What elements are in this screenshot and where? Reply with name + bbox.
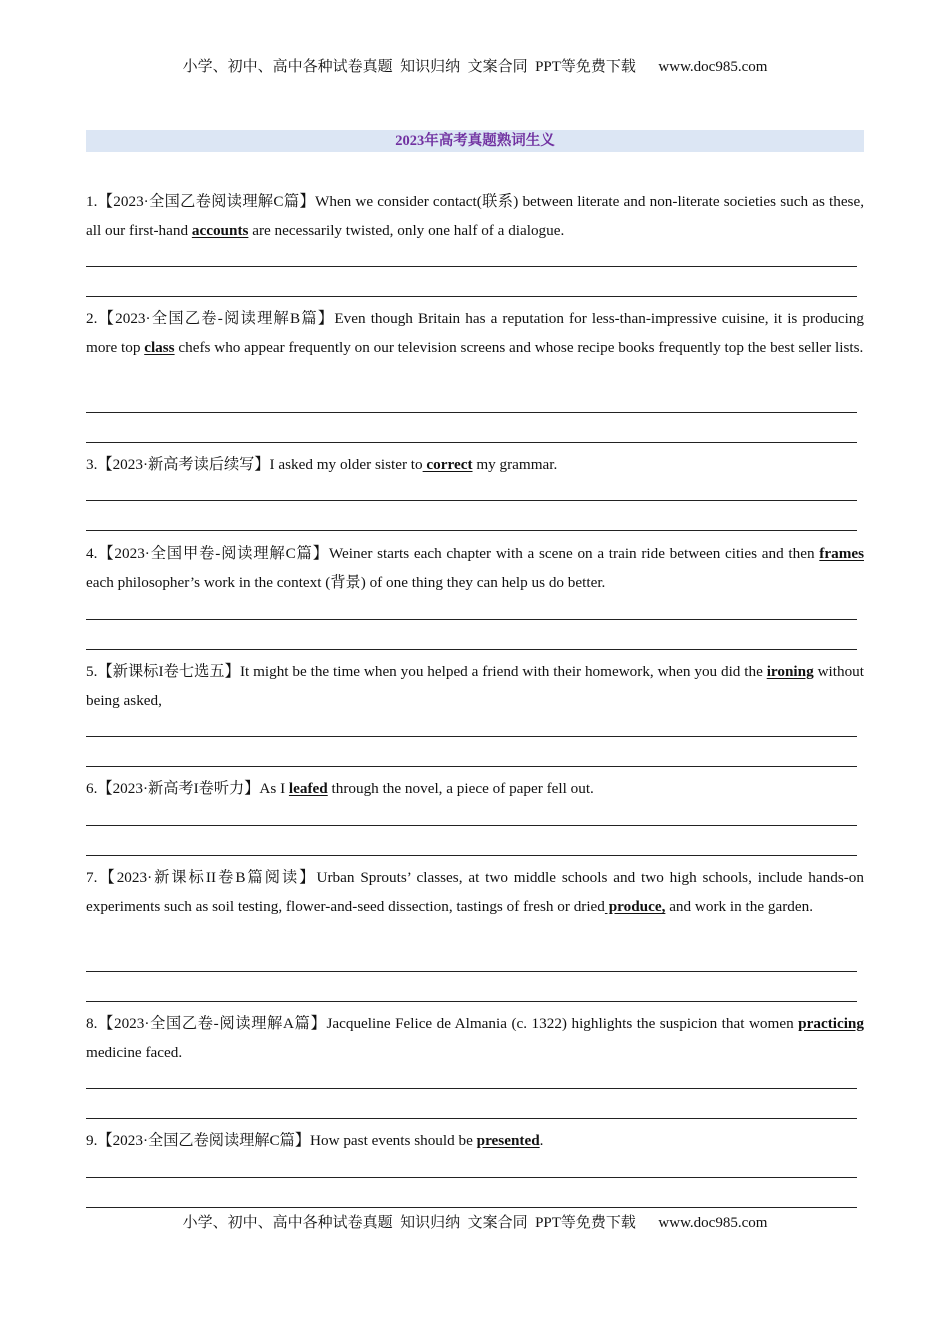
answer-line: [86, 1207, 857, 1208]
question-number: 6.: [86, 780, 98, 797]
answer-line: [86, 855, 857, 856]
question-number: 7.: [86, 869, 98, 886]
question-text: Jacqueline Felice de Almania (c. 1322) highlights the suspicion that women: [326, 1015, 799, 1032]
question-source: 【新课标I卷七选五】: [97, 663, 240, 680]
answer-line: [86, 619, 857, 620]
question-text: medicine faced.: [86, 1044, 183, 1061]
question-text: Urban Sprouts’ classes, at two middle schools and two high schools, include hands-on experiments such as soil testing, flower-and-seed dissection, tastings of fresh or dried: [86, 869, 864, 915]
question-2: [86, 304, 864, 362]
question-text: each philosopher’s work in the context (背景) of one thing they can help us do better.: [86, 574, 606, 591]
question-source: 【2023·全国乙卷阅读理解C篇】: [97, 193, 316, 210]
question-source: 【2023·全国乙卷阅读理解C篇】: [97, 1132, 311, 1149]
question-9: [86, 1126, 864, 1155]
question-text: As I: [259, 780, 289, 797]
keyword: presented: [476, 1132, 540, 1149]
question-text: through the novel, a piece of paper fell out.: [327, 780, 594, 797]
question-source: 【2023·全国乙卷-阅读理解B篇】: [97, 310, 335, 327]
answer-line: [86, 296, 857, 297]
keyword: leafed: [288, 780, 328, 797]
question-text: How past events should be: [310, 1132, 477, 1149]
page-title: 2023年高考真题熟词生义: [395, 133, 555, 149]
answer-line: [86, 1118, 857, 1119]
question-source: 【2023·全国乙卷-阅读理解A篇】: [97, 1015, 327, 1032]
answer-line: [86, 500, 857, 501]
question-7: [86, 863, 864, 921]
question-number: 4.: [86, 545, 98, 562]
question-text: are necessarily twisted, only one half of a dialogue.: [248, 222, 565, 239]
keyword: practicing: [798, 1015, 864, 1032]
keyword: class: [144, 339, 175, 356]
answer-line: [86, 736, 857, 737]
answer-line: [86, 971, 857, 972]
question-number: 3.: [86, 456, 98, 473]
question-number: 8.: [86, 1015, 98, 1032]
question-4: [86, 539, 864, 597]
keyword: frames: [819, 545, 864, 562]
answer-line: [86, 266, 857, 267]
question-text: .: [539, 1132, 544, 1149]
answer-line: [86, 1001, 857, 1002]
question-3: [86, 450, 864, 479]
question-8: [86, 1009, 864, 1067]
title-band: [86, 130, 864, 152]
question-text: and work in the garden.: [665, 898, 814, 915]
keyword: correct: [422, 456, 473, 473]
question-number: 5.: [86, 663, 98, 680]
question-6: [86, 774, 864, 803]
answer-line: [86, 530, 857, 531]
question-1: [86, 187, 864, 245]
answer-line: [86, 649, 857, 650]
question-text: without being asked,: [86, 663, 864, 709]
answer-line: [86, 442, 857, 443]
question-text: When we consider contact(联系) between literate and non-literate societies such as these, all our first-hand: [86, 193, 865, 239]
question-source: 【2023·新高考读后续写】: [97, 456, 270, 473]
page-footer: 小学、初中、高中各种试卷真题 知识归纳 文案合同 PPT等免费下载 www.doc985.com: [182, 1215, 768, 1231]
question-text: Weiner starts each chapter with a scene on a train ride between cities and then: [328, 545, 820, 562]
question-text: Even though Britain has a reputation for less-than-impressive cuisine, it is producing more top: [86, 310, 864, 356]
question-number: 9.: [86, 1132, 98, 1149]
page-header: 小学、初中、高中各种试卷真题 知识归纳 文案合同 PPT等免费下载 www.doc985.com: [182, 59, 768, 75]
question-text: I asked my older sister to: [269, 456, 423, 473]
question-source: 【2023·新课标II卷B篇阅读】: [97, 869, 317, 886]
question-text: It might be the time when you helped a friend with their homework, when you did the: [239, 663, 767, 680]
question-source: 【2023·全国甲卷-阅读理解C篇】: [97, 545, 329, 562]
question-text: chefs who appear frequently on our television screens and whose recipe books frequently top the best seller lists.: [174, 339, 864, 356]
keyword: ironing: [766, 663, 814, 680]
answer-line: [86, 1177, 857, 1178]
question-number: 1.: [86, 193, 98, 210]
question-5: [86, 657, 864, 715]
answer-line: [86, 825, 857, 826]
answer-line: [86, 766, 857, 767]
keyword: accounts: [191, 222, 249, 239]
question-number: 2.: [86, 310, 98, 327]
answer-line: [86, 412, 857, 413]
question-source: 【2023·新高考I卷听力】: [97, 780, 260, 797]
answer-line: [86, 1088, 857, 1089]
keyword: produce,: [604, 898, 666, 915]
question-text: my grammar.: [472, 456, 558, 473]
